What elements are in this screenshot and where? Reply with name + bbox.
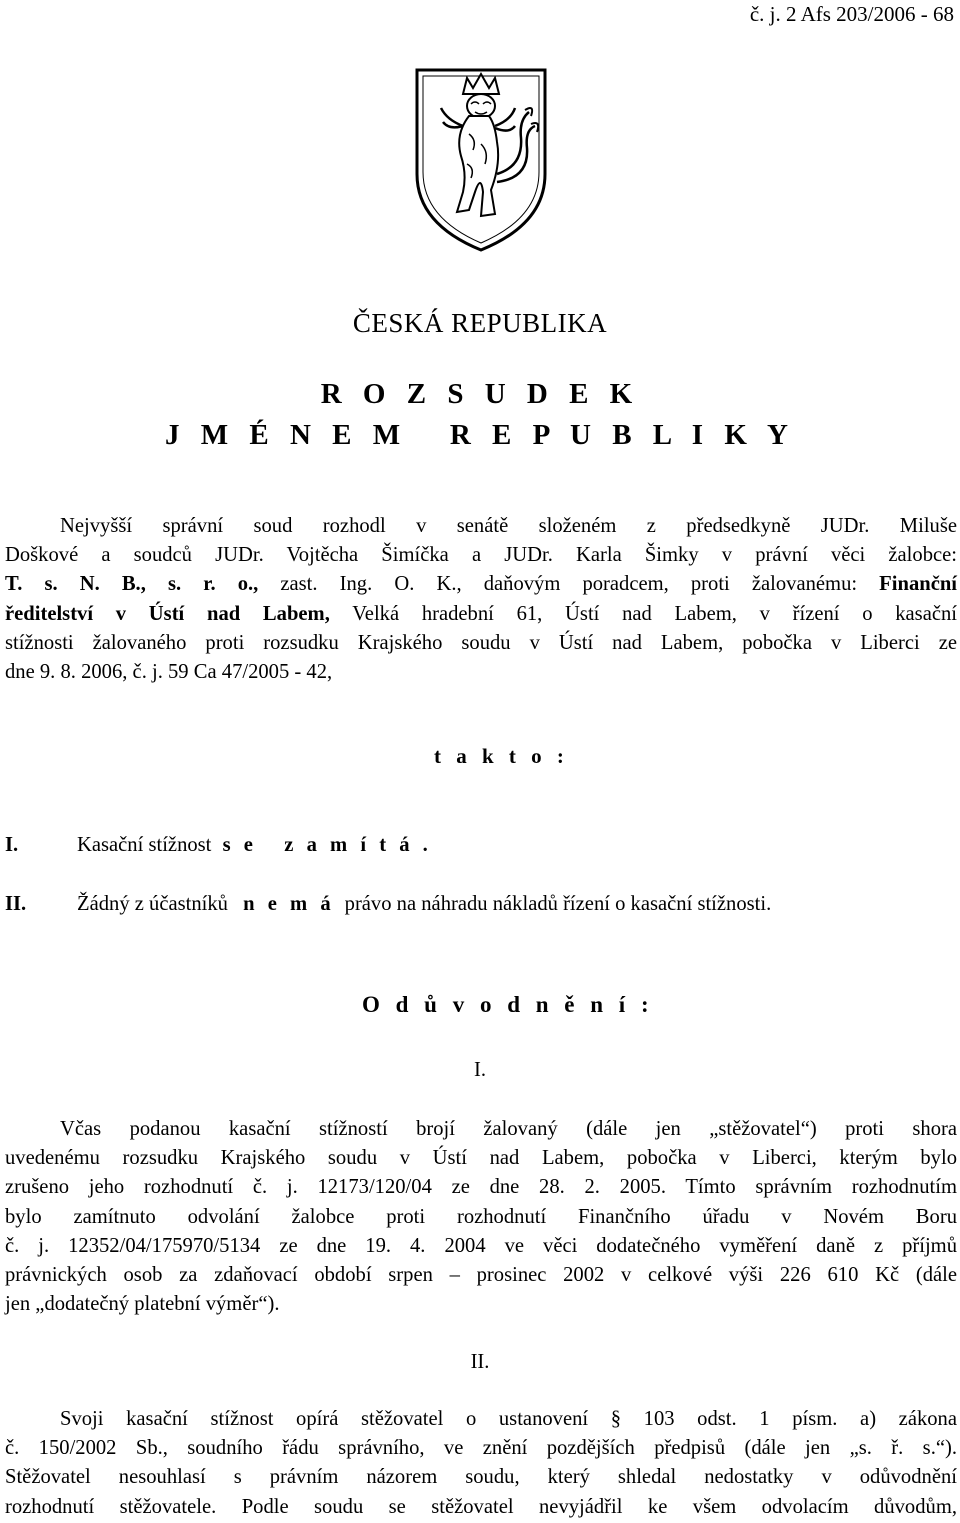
reasoning-line: jen „dodatečný platební výměr“). <box>5 1293 280 1316</box>
reasoning-line: bylo zamítnuto odvolání žalobce proti rozhodnutí Finančního úřadu v Novém Boru <box>5 1205 957 1228</box>
representative-text: zast. Ing. O. K., daňovým poradcem, proti žalovanému: <box>258 573 858 596</box>
intro-line <box>5 570 957 599</box>
verdict-text: Kasační stížnost <box>77 834 212 856</box>
verdict-item-1 <box>5 834 432 857</box>
section-number-1: I. <box>473 1059 486 1081</box>
reasoning-line: Stěžovatel nesouhlasí s právním názorem soudu, který shledal nedostatky v odůvodnění <box>5 1466 957 1489</box>
reasoning-line: rozhodnutí stěžovatele. Podle soudu se stěžovatel nevyjádřil ke všem odvolacím důvodům, <box>5 1495 957 1518</box>
intro-line <box>5 600 957 629</box>
case-number: č. j. 2 Afs 203/2006 - 68 <box>749 2 954 26</box>
intro-line: Doškové a soudců JUDr. Vojtěcha Šimíčka a JUDr. Karla Šimky v právní věci žalobce: <box>5 544 957 567</box>
verdict-emphasis: n e m á <box>243 893 335 915</box>
reasoning-line: uvedenému rozsudku Krajského soudu v Ústí nad Labem, pobočka v Liberci, kterým bylo <box>5 1147 957 1170</box>
reasoning-line: č. j. 12352/04/175970/5134 ze dne 19. 4. 2004 ve věci dodatečného vyměření daně z příjmů <box>5 1234 957 1257</box>
intro-paragraph <box>5 512 957 687</box>
intro-line: dne 9. 8. 2006, č. j. 59 Ca 47/2005 - 42, <box>5 661 333 684</box>
country-heading: ČESKÁ REPUBLIKA <box>352 308 608 338</box>
verdict-item-2 <box>5 893 771 916</box>
reasoning-line: č. 150/2002 Sb., soudního řádu správního, ve znění pozdějších předpisů (dále jen „s. ř. s.“). <box>5 1437 957 1460</box>
reasoning-line: zrušeno jeho rozhodnutí č. j. 12173/120/04 ze dne 28. 2. 2005. Tímto správním rozhodnutím <box>5 1176 957 1199</box>
intro-line: stížnosti žalovaného proti rozsudku Krajského soudu v Ústí nad Labem, pobočka v Liberci ze <box>5 631 957 654</box>
plaintiff-name: T. s. N. B., s. r. o., <box>5 573 259 596</box>
verdict-number: II. <box>5 893 27 915</box>
defendant-name-cont: ředitelství v Ústí nad Labem, <box>5 602 330 625</box>
verdict-text: Žádný z účastníků <box>77 893 228 915</box>
defendant-name: Finanční <box>857 573 958 596</box>
reasoning-paragraph-1 <box>5 1115 957 1319</box>
takto-heading: t a k t o : <box>434 744 569 768</box>
reasoning-paragraph-2 <box>5 1405 957 1522</box>
reasoning-heading: O d ů v o d n ě n í : <box>362 992 654 1017</box>
reasoning-line: Včas podanou kasační stížností brojí žalovaný (dále jen „stěžovatel“) proti shora <box>60 1118 957 1140</box>
verdict-text: právo na náhradu nákladů řízení o kasační stížnosti. <box>344 893 772 915</box>
verdict-number: I. <box>5 834 19 856</box>
reasoning-line: právnických osob za zdaňovací období srpen – prosinec 2002 v celkové výši 226 610 Kč (dále <box>5 1264 957 1287</box>
verdict-emphasis: s e z a m í t á . <box>222 834 432 856</box>
judgment-subtitle: J M É N E M R E P U B L I K Y <box>164 419 795 451</box>
judgment-title: R O Z S U D E K <box>320 378 640 410</box>
czech-lion-coat-of-arms-icon <box>411 64 551 254</box>
section-number-2: II. <box>470 1351 490 1373</box>
intro-line: Nejvyšší správní soud rozhodl v senátě složeném z předsedkyně JUDr. Miluše <box>60 515 957 537</box>
defendant-address: Velká hradební 61, Ústí nad Labem, v řízení o kasační <box>329 602 957 625</box>
reasoning-line: Svoji kasační stížnost opírá stěžovatel o ustanovení § 103 odst. 1 písm. a) zákona <box>60 1408 957 1430</box>
